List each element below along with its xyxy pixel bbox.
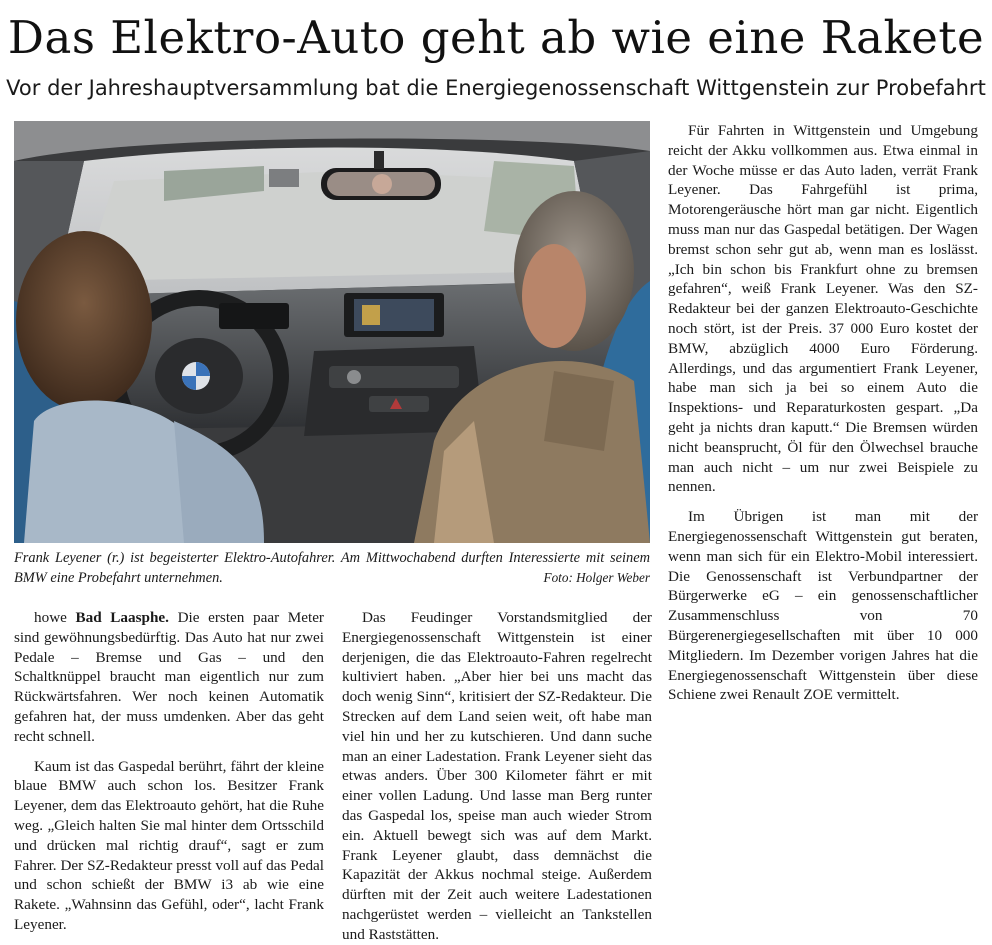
lead-text: Die ersten paar Meter sind gewöhnungsbedürftig. Das Auto hat nur zwei Pedale – Bremse und Gas – und den Schaltknüppel braucht man eigentlich nur zum Rückwärtsfahren. Wer noch keinen Automatik gefahren hat, der muss umdenken. Aber das geht recht schnell. — [14, 609, 324, 745]
article-photo — [14, 121, 650, 543]
caption-text: Frank Leyener (r.) ist begeisterter Elektro-Autofahrer. Am Mittwochabend durften Interessierte mit seinem BMW eine Probefahrt unternehmen. — [14, 550, 650, 586]
article-column-2 — [342, 608, 652, 945]
lead-paragraph — [14, 608, 324, 747]
author-tag: howe — [34, 609, 67, 626]
subheadline: Vor der Jahreshauptversammlung bat die Energiegenossenschaft Wittgenstein zur Probefahrt — [6, 76, 986, 100]
paragraph-5: Im Übrigen ist man mit der Energiegenossenschaft Wittgenstein gut beraten, wenn man sich für ein Elektro-Mobil interessiert. Die Genossenschaft ist Verbundpartner der Bürgerwerke eG – ein genossenschaftlicher Zusammenschluss von 70 Bürgerenergiegesellschaften mit über 10 000 Mitgliedern. Im Dezember vorigen Jahres hat die Energiegenossenschaft Wittgenstein über diese Schiene zwei Renault ZOE vermittelt. — [668, 508, 978, 704]
article-column-3 — [668, 121, 978, 705]
photo-credit: Foto: Holger Weber — [543, 570, 650, 585]
article-column-1 — [14, 608, 324, 935]
photo-caption — [14, 548, 650, 588]
dateline: Bad Laasphe. — [75, 609, 169, 626]
car-interior-illustration — [14, 121, 650, 543]
headline: Das Elektro-Auto geht ab wie eine Rakete — [7, 11, 985, 64]
paragraph-2: Kaum ist das Gaspedal berührt, fährt der kleine blaue BMW auch schon los. Besitzer Frank Leyener, dem das Elektroauto gehört, hat die Ruhe weg. „Gleich halten Sie mal hinter dem Ortsschild und drücken mal richtig drauf“, sagt er zum Fahrer. Der SZ-Redakteur presst voll auf das Pedal und schon schießt der BMW i3 ab wie eine Rakete. „Wahnsinn das Gefühl, oder“, lacht Frank Leyener. — [14, 757, 324, 933]
paragraph-3: Das Feudinger Vorstandsmitglied der Energiegenossenschaft Wittgenstein ist einer derjenigen, die das Elektroauto-Fahren regelrecht kultiviert haben. „Aber hier bei uns macht das doch wenig Sinn“, kritisiert der SZ-Redakteur. Die Strecken auf dem Land seien weit, oft habe man viel hin und her zu kutschieren. Und dann suche man an einer Ladestation. Frank Leyener sieht das etwas anders. Über 300 Kilometer fährt er mit einer vollen Ladung. Und lasse man Berg runter das Gaspedal los, speise man auch wieder Strom ein. Aktuell bewegt sich was auf dem Markt. Frank Leyener glaubt, dass demnächst die Kapazität der Akkus nochmal steige. Außerdem dürften mit der Zeit auch weitere Ladestationen nachgerüstet werden – vielleicht an Tankstellen und Raststätten. — [342, 609, 652, 943]
paragraph-4: Für Fahrten in Wittgenstein und Umgebung reicht der Akku vollkommen aus. Etwa einmal in der Woche müsse er das Auto laden, verrät Frank Leyener. Das Fahrgefühl ist prima, Motorengeräusche hört man gar nicht. Eigentlich muss man nur das Gaspedal betätigen. Der Wagen bremst schon sehr gut ab, wenn man es loslässt. „Ich bin schon bis Frankfurt ohne zu bremsen gefahren“, weiß Frank Leyener. Was den SZ-Redakteur bei der ganzen Elektroauto-Geschichte noch stört, ist der Preis. 37 000 Euro kostet der BMW, abzüglich 4000 Euro Förderung. Allerdings, und das argumentiert Frank Leyener, habe man sich ja bei so einem Auto die Inspektions- und Reparaturkosten gespart. „Da geht ja nichts dran kaputt.“ Die Bremsen würden nicht beansprucht, Öl für den Ölwechsel brauche man auch nicht – um nur zwei Beispiele zu nennen. — [668, 122, 978, 496]
